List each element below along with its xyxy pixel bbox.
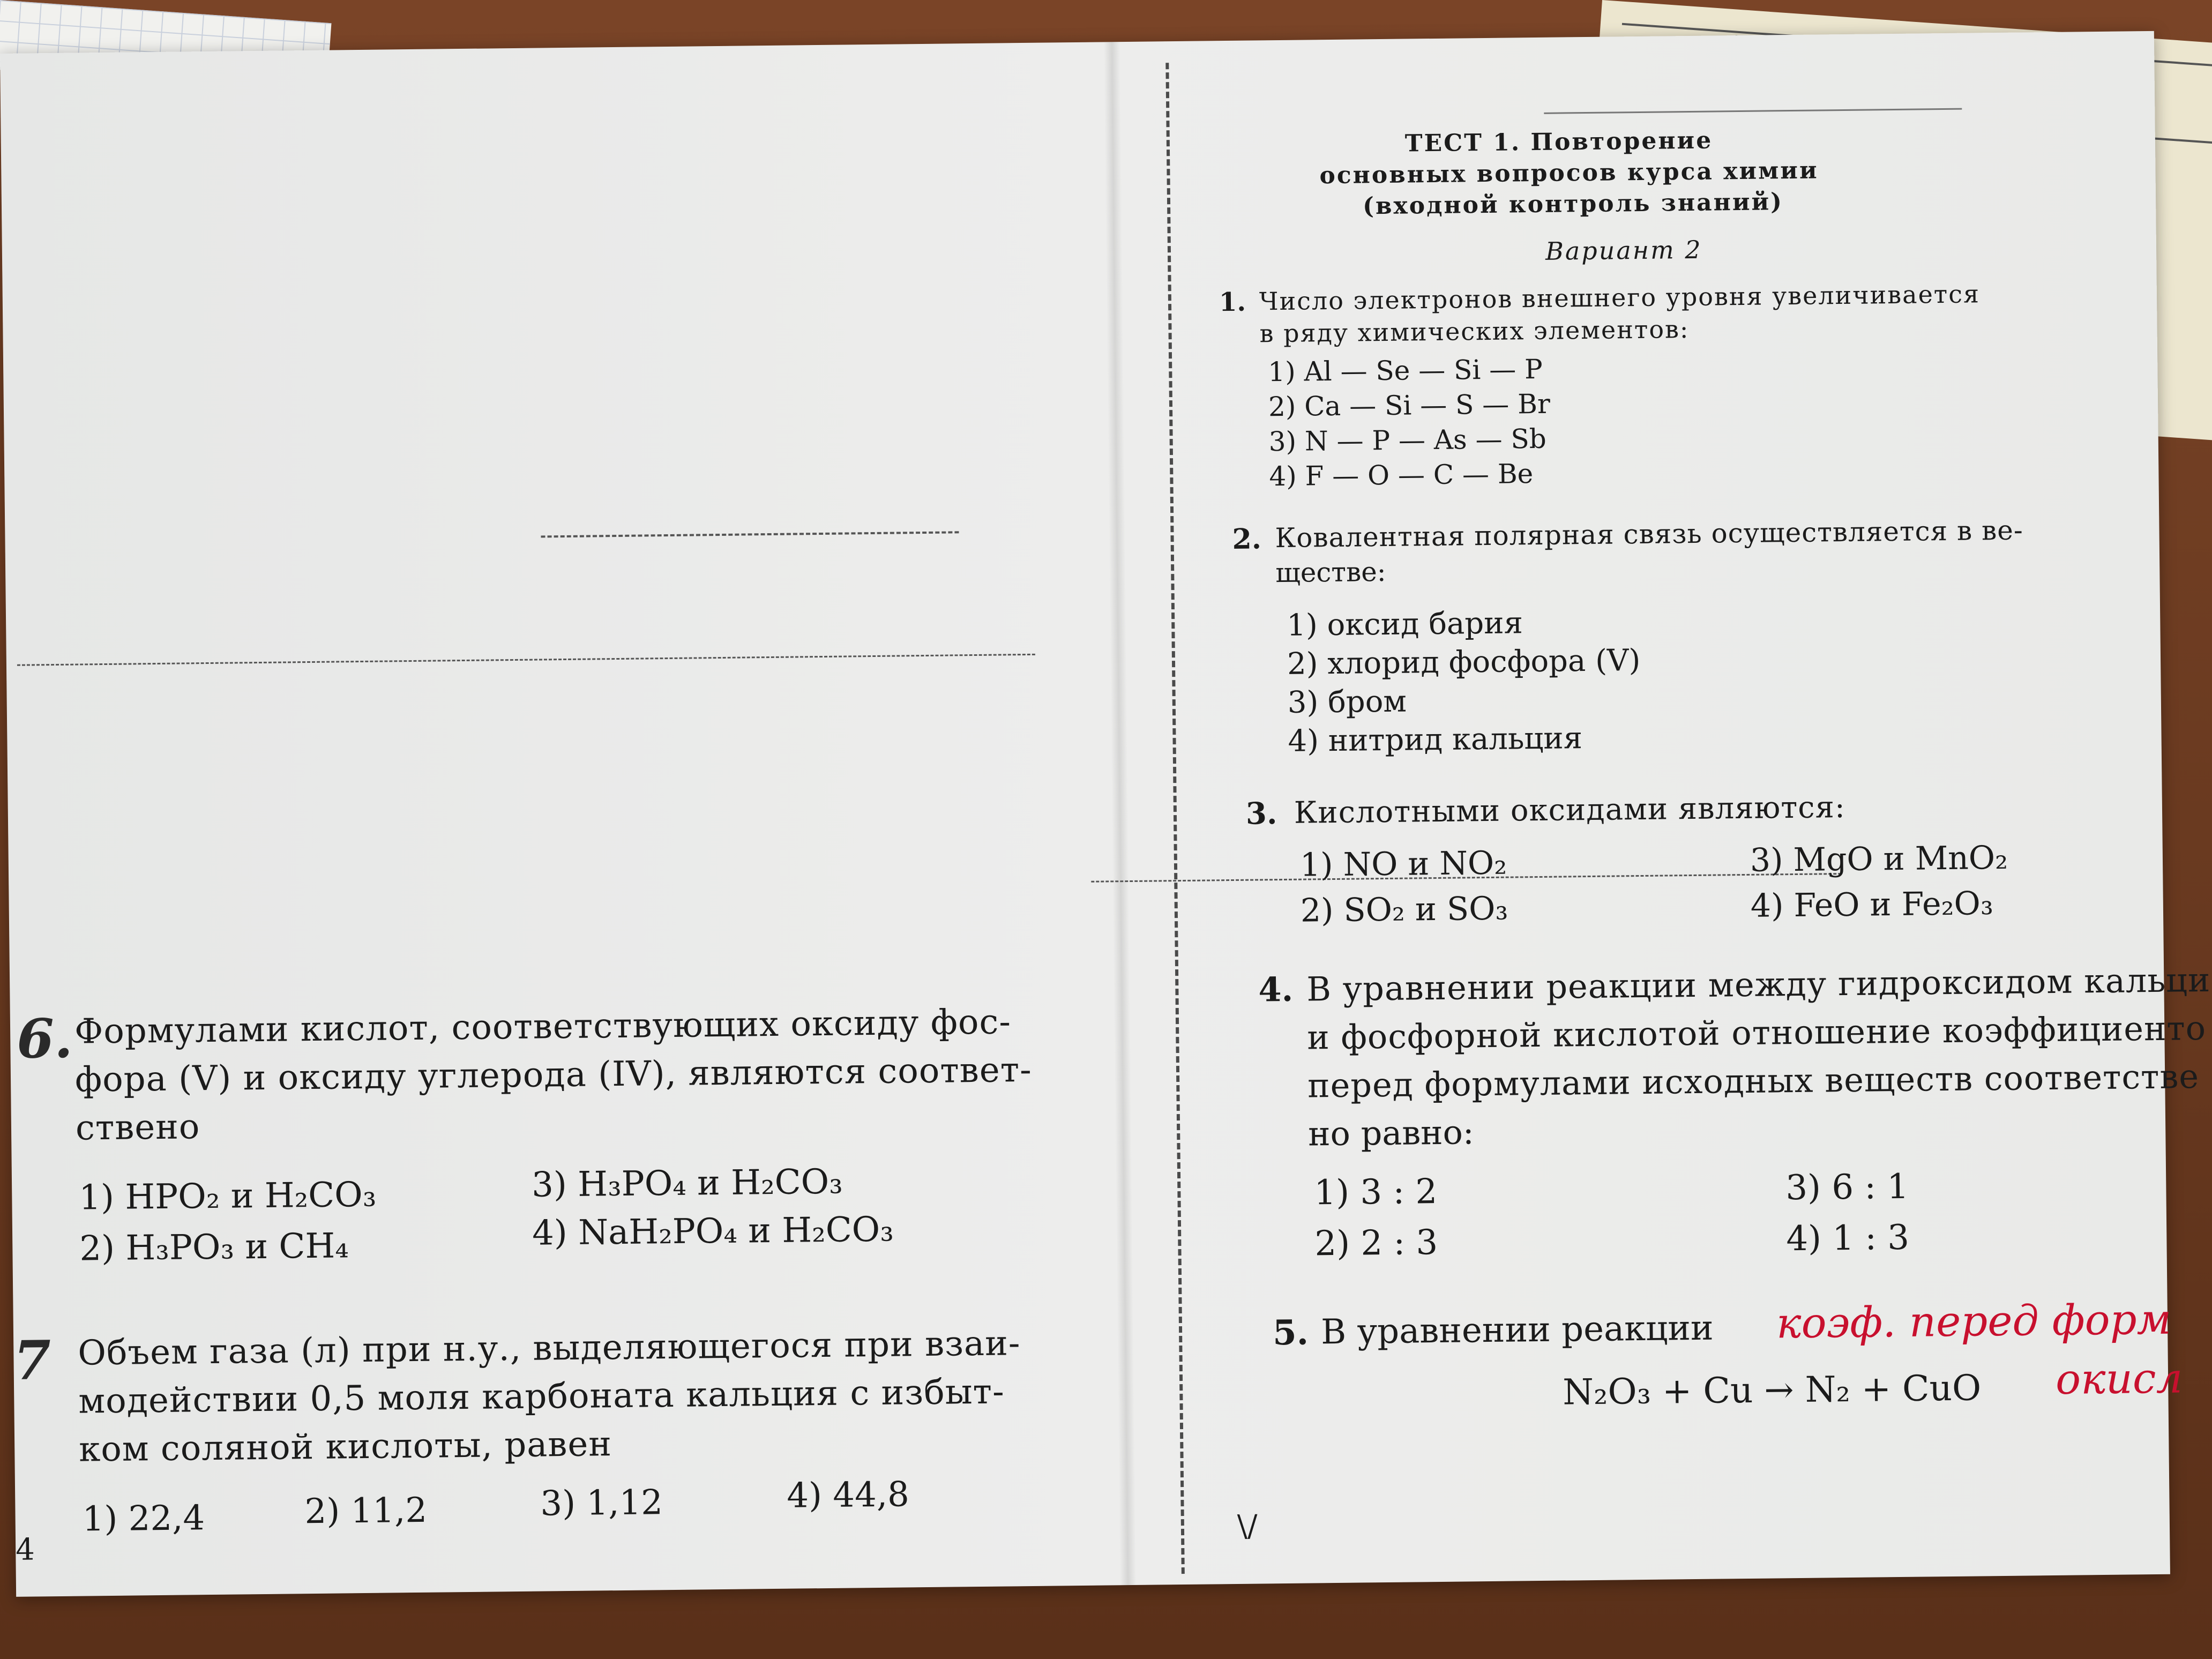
bottom-mark: \/ — [1237, 1508, 1258, 1544]
q6-option: 3) H₃PO₄ и H₂CO₃ — [531, 1162, 843, 1205]
q2-option: 3) бром — [1287, 684, 1407, 720]
test-title: ТЕСТ 1. Повторение — [1404, 126, 1713, 158]
q7-text: модействии 0,5 моля карбоната кальция с избыт- — [78, 1372, 1005, 1422]
q5-number: 5. — [1272, 1312, 1309, 1354]
q5-equation: N₂O₃ + Cu → N₂ + CuO — [1562, 1367, 1982, 1413]
q1-option: 4) F — O — C — Be — [1269, 458, 1534, 492]
q3-option: 4) FeO и Fe₂O₃ — [1750, 885, 1994, 925]
q4-option: 1) 3 : 2 — [1314, 1172, 1438, 1213]
q1-number: 1. — [1219, 287, 1246, 318]
q7-option: 4) 44,8 — [786, 1475, 910, 1516]
cut-line — [17, 654, 1035, 666]
handwritten-note: коэф. перед форм — [1776, 1295, 2172, 1348]
q6-option: 2) H₃PO₃ и CH₄ — [79, 1226, 349, 1269]
test-subtitle-2: (входной контроль знаний) — [1362, 188, 1784, 220]
q7-text: Объем газа (л) при н.у., выделяющегося при взаи- — [78, 1324, 1021, 1373]
q3-option: 1) NO и NO₂ — [1299, 844, 1507, 884]
q2-option: 2) хлорид фосфора (V) — [1287, 643, 1641, 682]
q7-option: 3) 1,12 — [540, 1483, 663, 1524]
center-fold-line — [1165, 63, 1185, 1574]
q4-text: и фосфорной кислотой отношение коэффициенто — [1306, 1008, 2207, 1057]
fold-shadow — [1104, 42, 1136, 1585]
q1-option: 2) Ca — Si — S — Br — [1268, 388, 1551, 423]
q6-option: 4) NaH₂PO₄ и H₂CO₃ — [532, 1209, 894, 1253]
q1-option: 3) N — P — As — Sb — [1268, 423, 1546, 458]
cut-line — [541, 531, 959, 537]
variant-label: Вариант 2 — [1545, 235, 1702, 266]
handwritten-note: окисл — [2055, 1354, 2183, 1404]
q2-option: 1) оксид бария — [1286, 606, 1523, 643]
top-rule — [1544, 108, 1962, 114]
q1-text: в ряду химических элементов: — [1259, 315, 1690, 348]
q4-option: 3) 6 : 1 — [1785, 1167, 1909, 1208]
q4-option: 2) 2 : 3 — [1314, 1223, 1438, 1264]
q3-number: 3. — [1245, 796, 1277, 832]
q1-option: 1) Al — Se — Si — P — [1268, 353, 1543, 388]
q5-text: В уравнении реакции — [1320, 1308, 1714, 1352]
q2-option: 4) нитрид кальция — [1288, 721, 1583, 759]
q2-text: ществе: — [1275, 556, 1386, 589]
q4-option: 4) 1 : 3 — [1785, 1217, 1910, 1259]
q7-hand-number: 7 — [13, 1328, 51, 1392]
q6-option: 1) HPO₂ и H₂CO₃ — [78, 1175, 377, 1218]
q4-text: перед формулами исходных веществ соответстве — [1307, 1057, 2200, 1105]
q1-text: Число электронов внешнего уровня увеличивается — [1259, 279, 1981, 316]
q2-text: Ковалентная полярная связь осуществляется в ве- — [1275, 514, 2023, 554]
q7-option: 1) 22,4 — [82, 1498, 205, 1540]
q7-text: ком соляной кислоты, равен — [78, 1424, 612, 1470]
q2-number: 2. — [1232, 522, 1262, 556]
q6-hand-number: 6. — [16, 1006, 73, 1071]
q3-option: 3) MgO и MnO₂ — [1750, 839, 2008, 879]
q4-text: но равно: — [1307, 1112, 1475, 1154]
q6-text: фора (V) и оксиду углерода (IV), являются соответ- — [74, 1050, 1033, 1100]
q4-text: В уравнении реакции между гидроксидом кальци — [1306, 960, 2211, 1009]
test-sheet — [0, 31, 2211, 1597]
q7-option: 2) 11,2 — [304, 1490, 428, 1532]
q3-text: Кислотными оксидами являются: — [1294, 790, 1846, 831]
q6-text: ствено — [75, 1107, 200, 1148]
q4-number: 4. — [1258, 969, 1294, 1010]
test-subtitle: основных вопросов курса химии — [1319, 156, 1819, 190]
q6-text: Формулами кислот, соответствующих оксиду фос- — [74, 1002, 1012, 1052]
q3-option: 2) SO₂ и SO₃ — [1300, 890, 1508, 930]
page-number: 4 — [15, 1532, 35, 1567]
